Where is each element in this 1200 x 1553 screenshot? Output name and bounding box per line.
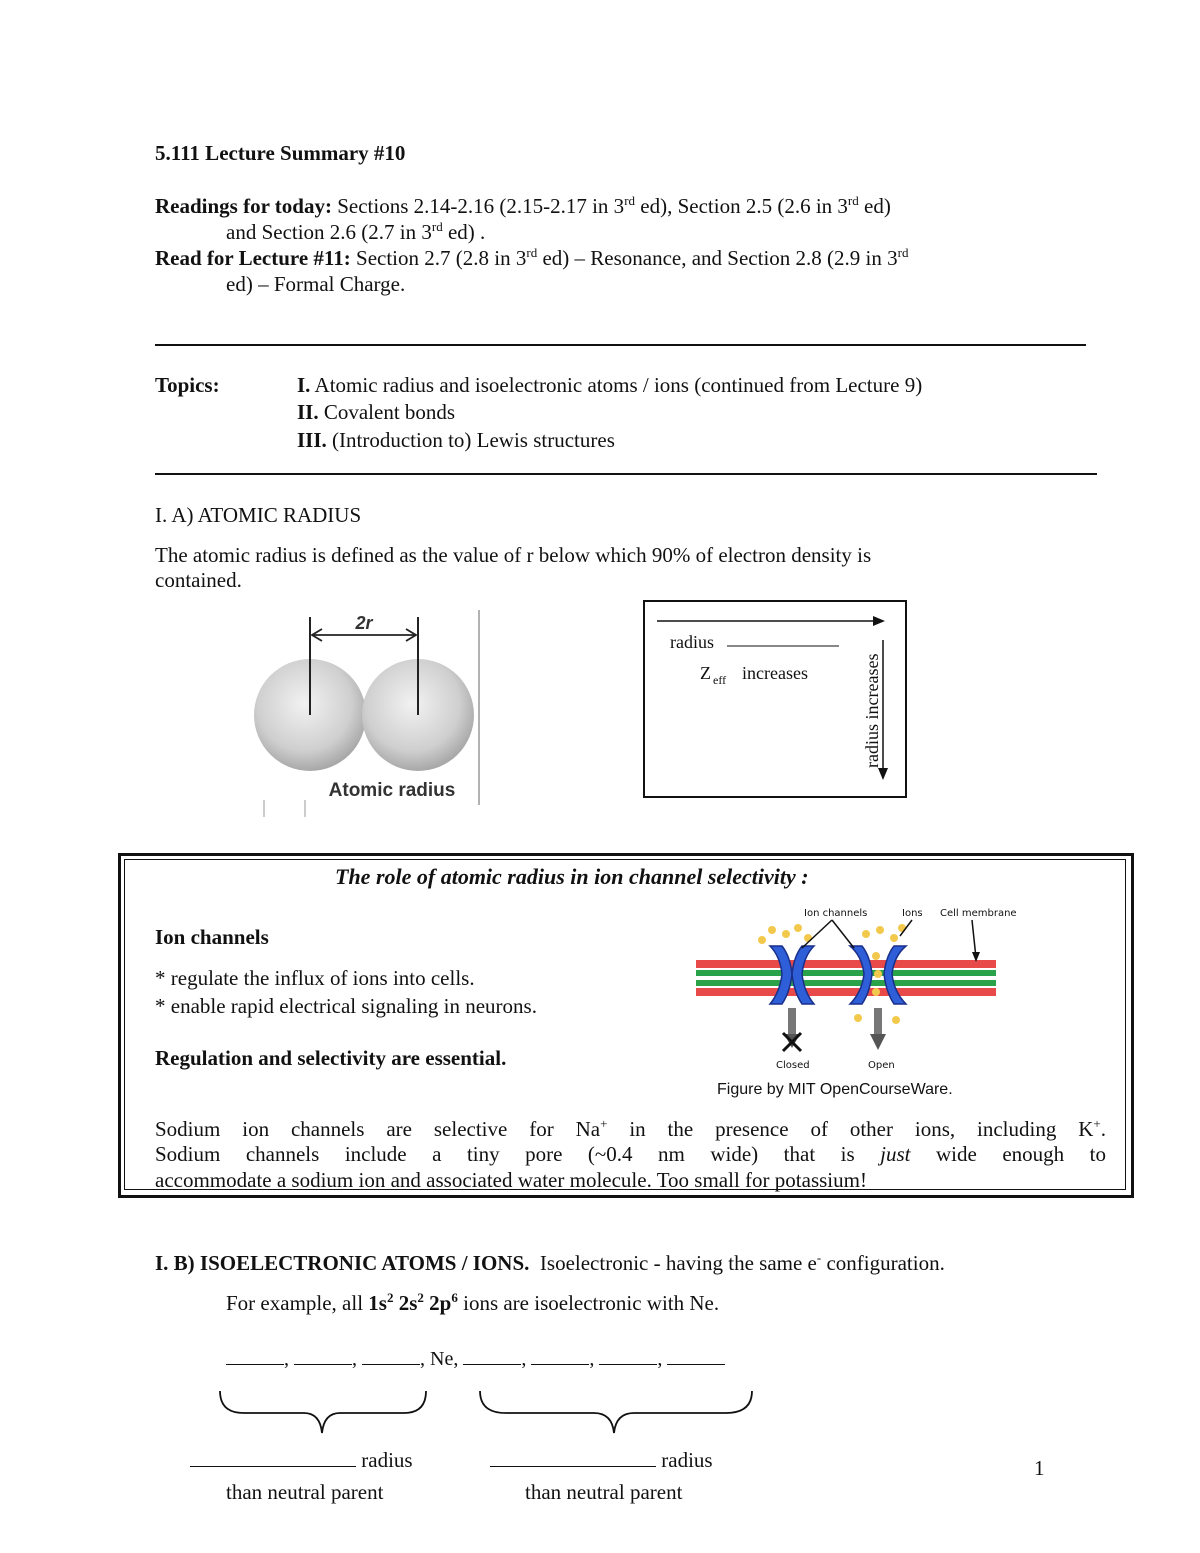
figure-caption: Atomic radius	[328, 780, 456, 801]
radius-label: radius	[661, 1448, 713, 1472]
topic-num: III.	[297, 428, 327, 452]
blank-input[interactable]	[599, 1346, 657, 1365]
label-closed: Closed	[776, 1060, 810, 1071]
zeff-sub: eff	[713, 673, 727, 687]
sup: 2	[386, 1290, 394, 1305]
readings-line-2	[226, 219, 485, 245]
sup: rd	[431, 219, 443, 234]
radius-label: radius	[361, 1448, 413, 1472]
definition-line-2: contained.	[155, 568, 242, 592]
page-title: 5.111 Lecture Summary #10	[155, 141, 406, 165]
sup: rd	[624, 193, 636, 208]
topic-text: Covalent bonds	[323, 400, 456, 424]
topic-num: II.	[297, 400, 319, 424]
pointer-line	[832, 920, 854, 948]
brace-right	[480, 1391, 752, 1433]
readings-text: and Section 2.6 (2.7 in 3	[226, 220, 432, 244]
sup: rd	[897, 245, 909, 260]
sup: rd	[526, 245, 538, 260]
than-right: than neutral parent	[525, 1480, 683, 1504]
sup: 2	[417, 1290, 424, 1305]
bullet-1: * regulate the influx of ions into cells.	[155, 966, 475, 990]
topic-num: I.	[297, 373, 311, 397]
radius-blank-right	[490, 1447, 713, 1473]
sup: +	[1093, 1116, 1101, 1131]
topic-text: (Introduction to) Lewis structures	[332, 428, 615, 452]
membrane-outer-bottom	[696, 988, 996, 996]
readings-text: ed), Section 2.5 (2.6 in 3	[635, 194, 848, 218]
sodium-para-line-1	[155, 1116, 1106, 1142]
bullet-2: * enable rapid electrical signaling in neurons.	[155, 994, 537, 1018]
closed-flow-arrow	[788, 1008, 796, 1034]
clipped-row	[0, 1480, 1200, 1504]
readings-label: Readings for today:	[155, 194, 332, 218]
read-next-text: ed) – Resonance, and Section 2.8 (2.9 in 3	[537, 246, 898, 270]
read-next-text: Section 2.7 (2.8 in 3	[356, 246, 527, 270]
brace-left	[220, 1391, 426, 1433]
label-ions: Ions	[902, 908, 923, 919]
braces	[214, 1385, 759, 1440]
vertical-trend-label: radius increases	[862, 653, 882, 768]
config: 1s	[368, 1291, 387, 1315]
topic-item	[297, 372, 922, 398]
open-flow-arrowhead	[870, 1034, 886, 1050]
para-emphasis: just	[880, 1142, 911, 1166]
blank-input[interactable]	[294, 1346, 352, 1365]
zeff-increases: increases	[742, 663, 808, 683]
read-next-line-1	[155, 245, 908, 271]
zeff-label: Z	[700, 663, 711, 683]
readings-text: ed)	[858, 194, 891, 218]
divider	[155, 473, 1097, 475]
ne-label: Ne,	[430, 1348, 459, 1370]
blank-input[interactable]	[531, 1346, 589, 1365]
readings-text: ed) .	[442, 220, 486, 244]
blank-input[interactable]	[226, 1346, 284, 1365]
definition-line-1: The atomic radius is defined as the value of r below which 90% of electron density is	[155, 543, 872, 567]
than-left: than neutral parent	[226, 1480, 384, 1504]
sup: -	[816, 1250, 822, 1265]
label-open: Open	[868, 1060, 895, 1071]
open-flow-arrow	[874, 1008, 882, 1034]
radius-blank-left	[190, 1447, 413, 1473]
section-b-line	[155, 1250, 945, 1276]
config: 2s	[393, 1291, 418, 1315]
figure-credit: Figure by MIT OpenCourseWare.	[717, 1081, 953, 1098]
topic-item	[297, 399, 455, 425]
trend-box	[643, 600, 908, 799]
ion-box-title: The role of atomic radius in ion channel selectivity :	[335, 864, 809, 889]
pointer-line	[802, 920, 832, 948]
para-text: Sodium channels include a tiny pore (~0.4 nm wide) that is	[155, 1142, 881, 1166]
sup: +	[600, 1116, 608, 1131]
topic-text: Atomic radius and isoelectronic atoms / ions (continued from Lecture 9)	[314, 373, 923, 397]
isoelectronic-blanks-row: , , , Ne, , , ,	[226, 1346, 725, 1372]
readings-text: Sections 2.14-2.16 (2.15-2.17 in 3	[337, 194, 625, 218]
sodium-para-line-2	[155, 1141, 1106, 1167]
blank-input[interactable]	[190, 1448, 356, 1467]
atomic-radius-figure	[240, 605, 490, 820]
sup: rd	[847, 193, 859, 208]
read-next-line-2: ed) – Formal Charge.	[226, 272, 406, 296]
membrane-green-bottom	[696, 980, 996, 986]
topics-label: Topics:	[155, 373, 220, 397]
membrane-outer-top	[696, 960, 996, 968]
sup: 6	[451, 1290, 458, 1305]
isoelectronic-definition: configuration.	[821, 1251, 945, 1275]
section-b-heading: I. B) ISOELECTRONIC ATOMS / IONS.	[155, 1251, 530, 1275]
selectivity-emphasis: Regulation and selectivity are essential.	[155, 1046, 507, 1070]
label-ion-channels: Ion channels	[804, 908, 868, 919]
isoelectronic-definition: Isoelectronic - having the same e	[539, 1251, 817, 1275]
config: 2p	[423, 1291, 452, 1315]
membrane-green-top	[696, 970, 996, 976]
example-line	[226, 1290, 719, 1316]
example-text: For example, all	[226, 1291, 369, 1315]
para-text: .	[1100, 1117, 1107, 1141]
section-a-heading: I. A) ATOMIC RADIUS	[155, 503, 362, 527]
blank-input[interactable]	[362, 1346, 420, 1365]
trend-radius-label: radius	[670, 632, 714, 652]
para-text: in the presence of other ions, including K	[607, 1117, 1094, 1141]
blank-input[interactable]	[490, 1448, 656, 1467]
readings-line-1	[155, 193, 891, 219]
para-text: Sodium ion channels are selective for Na	[155, 1117, 601, 1141]
example-text: ions are isoelectronic with Ne.	[457, 1291, 720, 1315]
label-cell-membrane: Cell membrane	[940, 908, 1017, 919]
topic-item	[297, 427, 615, 453]
page-number: 1	[1034, 1456, 1045, 1480]
ion-channel-figure	[690, 900, 1017, 1080]
label-2r: 2r	[355, 613, 373, 633]
divider	[155, 344, 1086, 346]
read-next-label: Read for Lecture #11:	[155, 246, 351, 270]
blank-input[interactable]	[667, 1346, 725, 1365]
sodium-para-line-3: accommodate a sodium ion and associated water molecule. Too small for potassium!	[155, 1168, 867, 1192]
para-text: wide enough to	[910, 1142, 1106, 1166]
blank-input[interactable]	[463, 1346, 521, 1365]
ion-channels-heading: Ion channels	[155, 925, 269, 949]
